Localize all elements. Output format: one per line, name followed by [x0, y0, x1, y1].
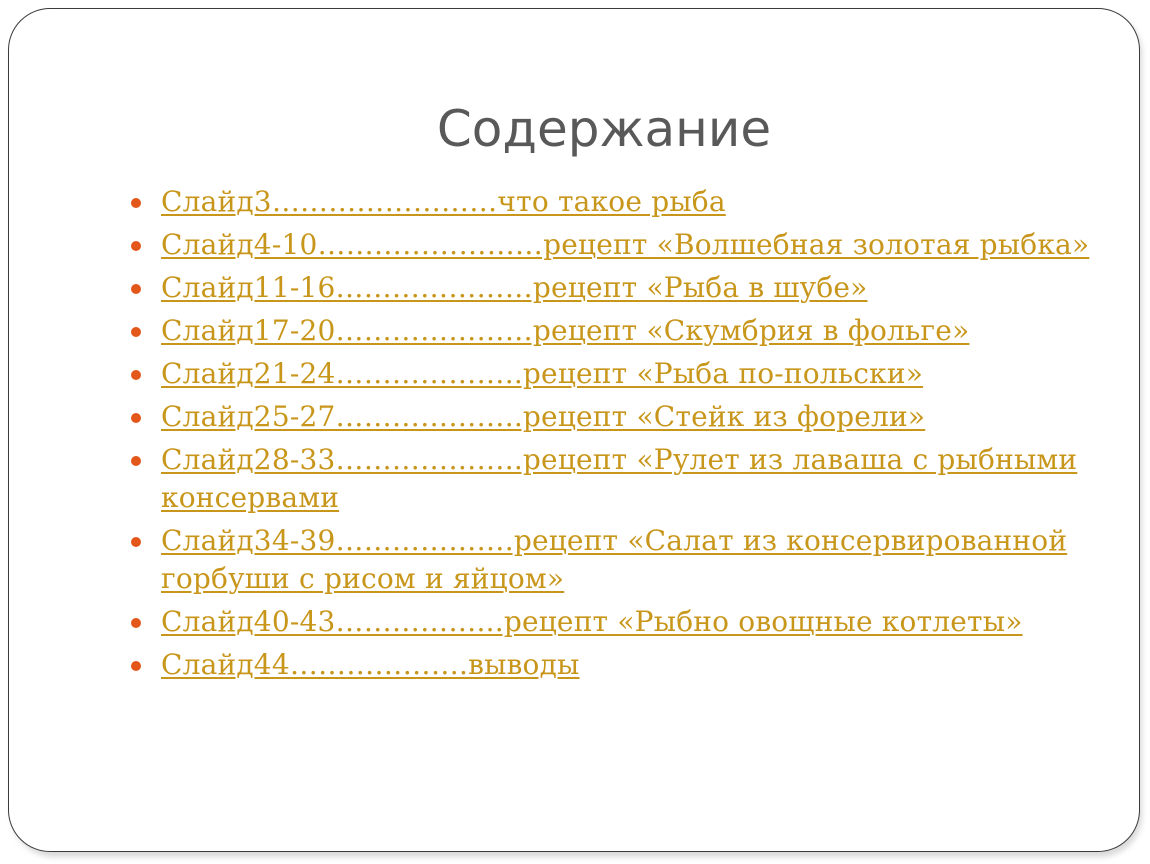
toc-link-slide-44[interactable]: Слайд44……………….выводы	[161, 648, 580, 681]
toc-link-slide-21-24[interactable]: Слайд21-24………………..рецепт «Рыба по-польски»	[161, 357, 924, 390]
bullet-icon	[131, 284, 141, 294]
bullet-icon	[131, 537, 141, 547]
bullet-icon	[131, 618, 141, 628]
toc-link-slide-17-20[interactable]: Слайд17-20…………………рецепт «Скумбрия в фольге»	[161, 314, 970, 347]
toc-link-slide-40-43[interactable]: Слайд40-43……………...рецепт «Рыбно овощные котлеты»	[161, 605, 1023, 638]
bullet-icon	[131, 241, 141, 251]
toc-item-slide-17-20	[130, 314, 1090, 352]
bullet-icon	[131, 327, 141, 337]
toc-item-slide-21-24	[130, 357, 1090, 395]
toc-link-slide-28-33[interactable]: Слайд28-33………………..рецепт «Рулет из лаваша с рыбными консервами	[161, 443, 1078, 514]
toc-item-slide-25-27	[130, 400, 1090, 438]
toc-item-slide-34-39	[130, 524, 1090, 600]
toc-link-slide-11-16[interactable]: Слайд11-16…………………рецепт «Рыба в шубе»	[161, 271, 868, 304]
toc-link-slide-3[interactable]: Слайд3……………………что такое рыба	[161, 185, 726, 218]
bullet-icon	[131, 413, 141, 423]
toc-item-slide-44	[130, 648, 1090, 686]
table-of-contents	[130, 185, 1090, 691]
slide-title: Содержание	[436, 100, 772, 158]
toc-item-slide-28-33	[130, 443, 1090, 519]
bullet-icon	[131, 370, 141, 380]
toc-link-slide-4-10[interactable]: Слайд4-10……………………рецепт «Волшебная золотая рыбка»	[161, 228, 1090, 261]
toc-item-slide-40-43	[130, 605, 1090, 643]
toc-item-slide-3	[130, 185, 1090, 223]
bullet-icon	[131, 661, 141, 671]
toc-item-slide-11-16	[130, 271, 1090, 309]
toc-item-slide-4-10	[130, 228, 1090, 266]
bullet-icon	[131, 198, 141, 208]
toc-link-slide-34-39[interactable]: Слайд34-39……………….рецепт «Салат из консервированной горбуши с рисом и яйцом»	[161, 524, 1068, 595]
toc-link-slide-25-27[interactable]: Слайд25-27………………..рецепт «Стейк из форели»	[161, 400, 926, 433]
bullet-icon	[131, 456, 141, 466]
